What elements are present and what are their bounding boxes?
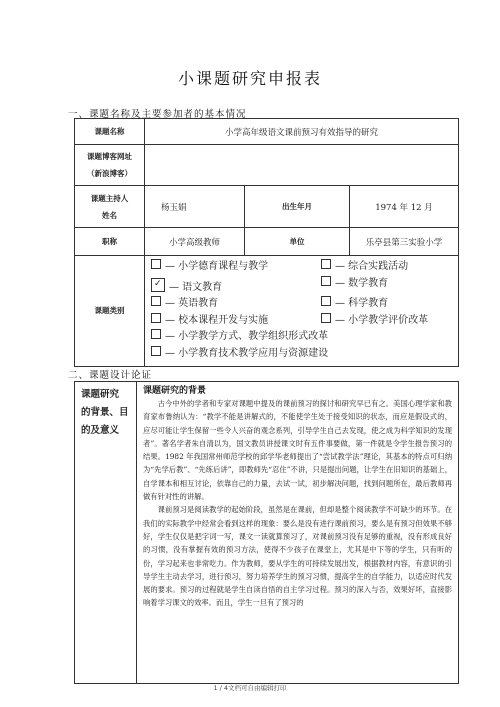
type-option-6: — 校本课程开发与实施: [165, 314, 269, 326]
page-footer: 1 / 4文档可自由编辑打印: [213, 684, 287, 692]
checkbox-9[interactable]: [151, 346, 161, 356]
checkbox-1[interactable]: [321, 259, 331, 269]
basic-info-table: [74, 118, 459, 367]
checkbox-6[interactable]: [151, 313, 161, 323]
job-title-value: 小学高级教师: [145, 228, 245, 256]
checkbox-0[interactable]: [151, 259, 161, 269]
checkbox-4[interactable]: [151, 296, 161, 306]
host-name-value: 杨玉娟: [145, 186, 245, 228]
type-option-2: — 语文教育: [169, 281, 223, 293]
type-option-9: — 小学教育技术教学应用与资源建设: [165, 347, 329, 359]
background-paragraph-2: 课前预习是阅读教学的起始阶段，虽然是在课前，但却是整个阅读教学不可缺少的环节。在我们的实际教学中经常会看到这样的现象：要么是没有进行课前预习，要么是有预习但效果不够好，学生仅仅是把字词一写，课文一读就算预习了，对课前预习没有足够的重视，没有形成良好的习惯，没有掌握有效的预习方法，使得不少孩子在课堂上，尤其是中下等的学生，只有听的份，学习起来也非常吃力。作为教师，要从学生的可持续发展出发，根据教材内容，有意识的引导学生主动去学习，进行预习，努力培养学生的预习习惯，提高学生的自学能力，以适应时代发展的要求。预习的过程就是学生自读自悟的自主学习过程。预习的深入与否，效果好坏，直接影响着学习课文的效率。而且，学生一旦有了预习的: [143, 505, 452, 608]
blog-url-label: [75, 145, 145, 186]
host-name-label: [75, 186, 145, 228]
design-table: [74, 381, 459, 684]
job-title-label: 职称: [75, 228, 145, 256]
checkbox-7[interactable]: [321, 313, 331, 323]
unit-value: 乐亭县第三实验小学: [350, 228, 459, 256]
type-option-3: — 数学教育: [335, 277, 389, 289]
type-option-8: — 小学教学方式、教学组织形式改革: [165, 331, 329, 343]
birth-date-label: 出生年月: [245, 186, 350, 228]
host-name-label-line1: 课题主持人: [90, 193, 129, 203]
background-label-line3: 的及意义: [81, 425, 120, 436]
topic-type-options: [145, 256, 459, 367]
unit-label: 单位: [245, 228, 350, 256]
type-option-0: — 小学德育课程与教学: [165, 261, 269, 272]
background-heading: 课题研究的背景: [143, 386, 207, 396]
blog-url-label-line2: （新浪博客）: [87, 169, 132, 178]
topic-type-label: 课题类别: [75, 256, 145, 367]
background-label: [75, 382, 137, 684]
background-label-line1: 课题研究: [81, 389, 120, 400]
type-option-4: — 英语教育: [165, 298, 219, 310]
checkbox-8[interactable]: [151, 329, 161, 339]
topic-name-value: 小学高年级语文课前预习有效指导的研究: [145, 119, 459, 145]
background-paragraph-1: 古今中外的学者和专家对课题中提及的课前预习的探讨和研究早已有之。美国心理学家和教育家布鲁纳认为：“教学不能是讲解式的，不能使学生处于接受知识的状态，而应是假设式的，应尽可能让学生保留一些令人兴奋的观念系列，引导学生自己去发现，使之成为科学知识的发现者”。著名学者朱自清以为，国文教员讲授课文时有五件事要做，第一件就是令学生报告预习的结果。1982 年我国常州师范学校的邱学华老师提出了“尝试教学法”理论，其基本的特点可归纳为“先学后教”、“先练后讲”，即教师先“忍住”不讲，只是提出问题，让学生在旧知识的基础上，自学课本和相互讨论，依靠自己的力量，去试一试，初步解决问题，找到问题所在，最后教师再做有针对性的讲解。: [143, 399, 452, 502]
background-content: [137, 382, 459, 684]
blog-url-value: [145, 145, 459, 186]
section-heading-design: 二、课题设计论证: [68, 370, 153, 381]
type-option-7: — 小学教学评价改革: [335, 314, 429, 326]
blog-url-label-line1: 课题博客网址: [87, 152, 132, 161]
background-label-line2: 的背景、目: [81, 407, 129, 418]
host-name-label-line2: 姓名: [102, 210, 117, 220]
checkbox-2-checked[interactable]: [151, 278, 165, 292]
topic-name-label: 课题名称: [75, 119, 145, 145]
type-option-1: — 综合实践活动: [335, 261, 409, 272]
checkbox-5[interactable]: [321, 296, 331, 306]
page-title: 小课题研究申报表: [177, 69, 322, 88]
checkbox-3[interactable]: [321, 276, 331, 286]
type-option-5: — 科学教育: [335, 298, 389, 310]
section-heading-basic-info: 一、课题名称及主要参加者的基本情况: [68, 109, 247, 120]
birth-date-value: 1974 年 12 月: [350, 186, 459, 228]
